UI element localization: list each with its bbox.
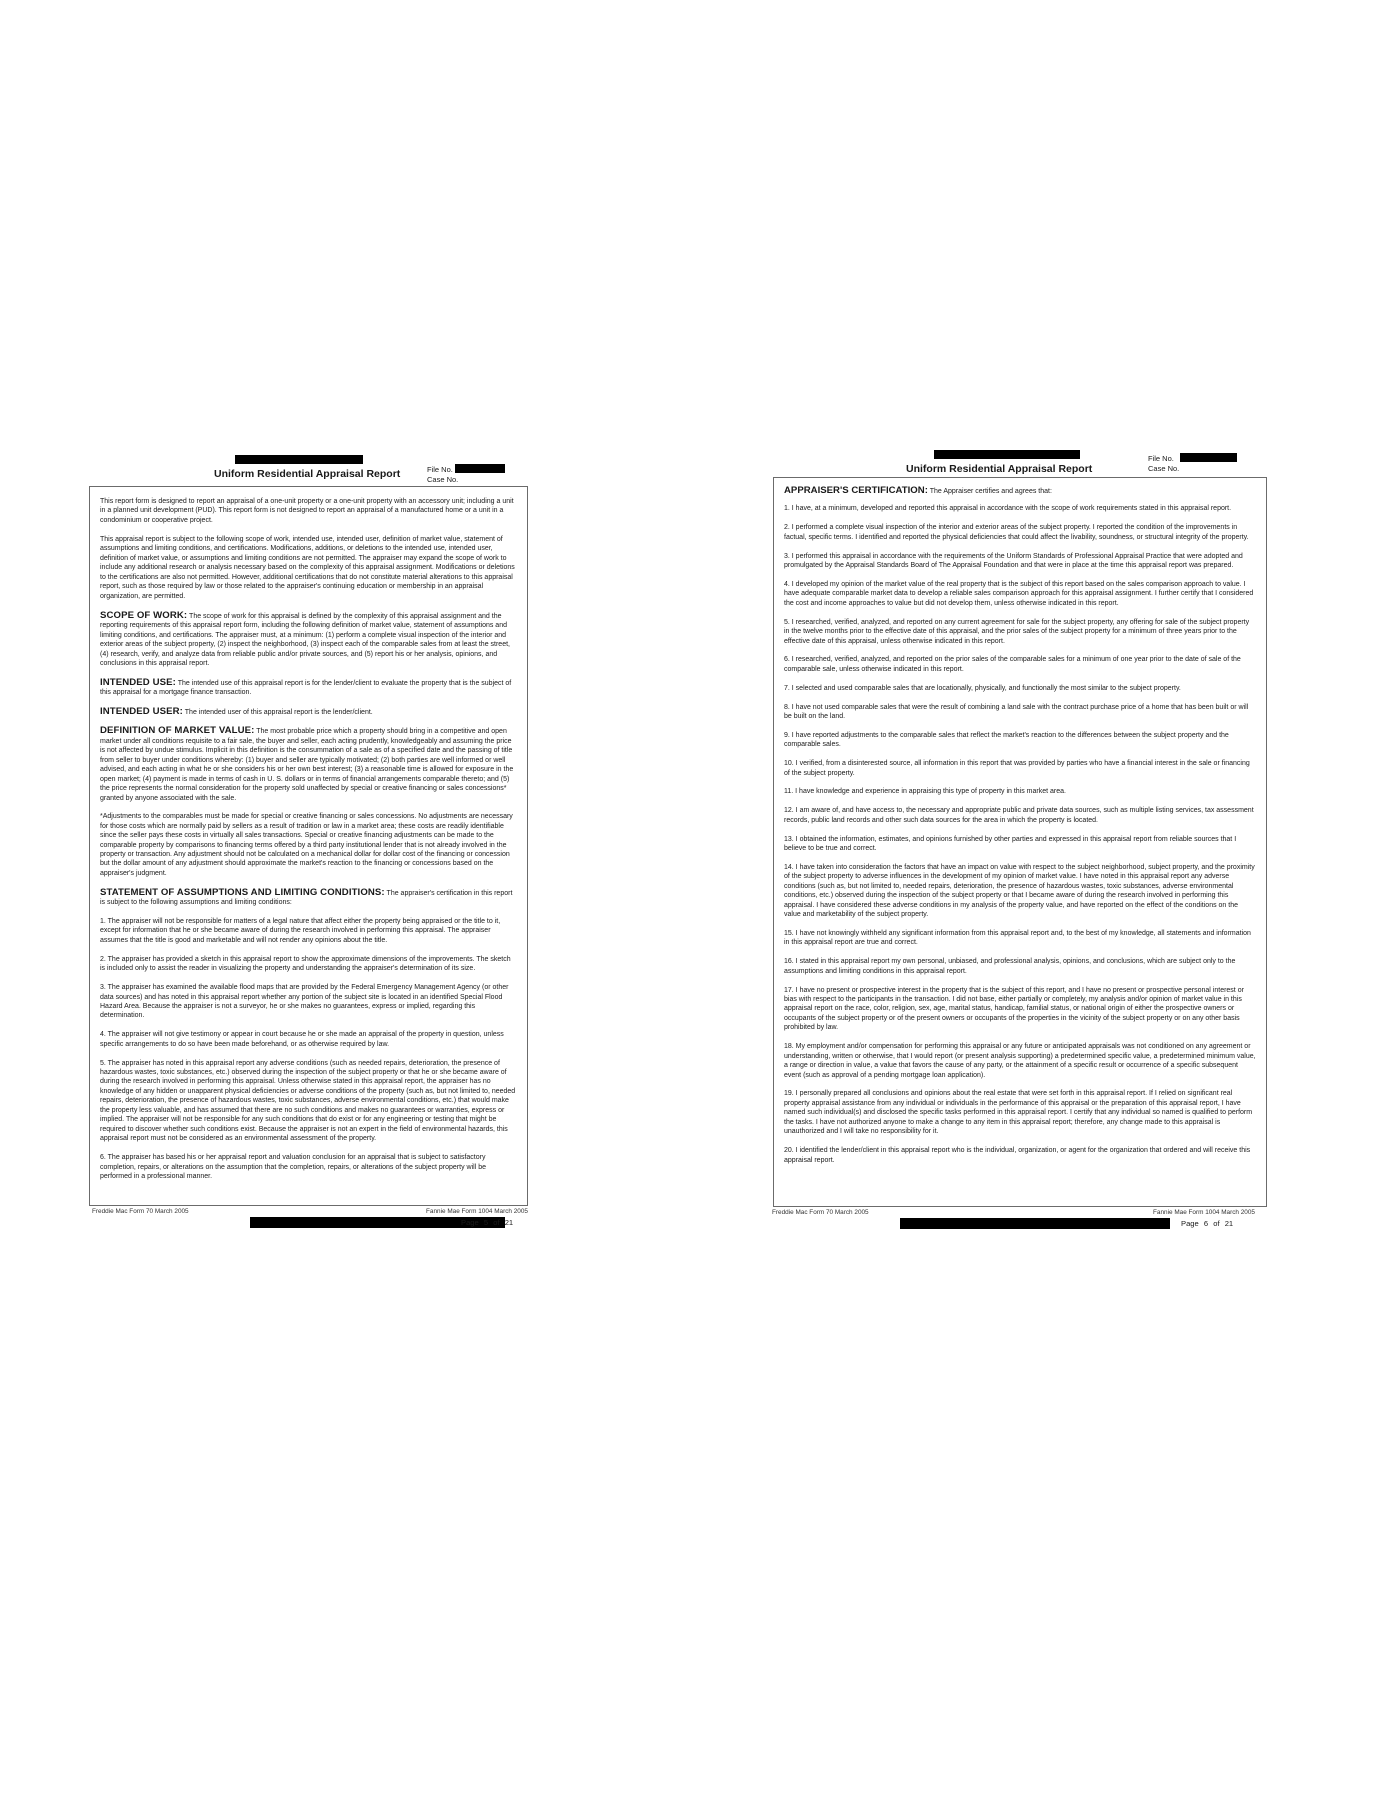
certification-item: 9. I have reported adjustments to the comparable sales that reflect the market's reaction to the differences between the subject property and the comparable sales. [784, 731, 1229, 749]
case-no-label: Case No. [427, 475, 459, 484]
page-total: 21 [504, 1218, 514, 1227]
intended-use-text: The intended use of this appraisal report is for the lender/client to evaluate the property that is the subject of this appraisal for a mortgage finance transaction. [100, 679, 512, 697]
scope-of-work-section [100, 611, 517, 669]
scope-of-work-text: The scope of work for this appraisal is defined by the complexity of this appraisal assignment and the reporting requirements of this appraisal report form, including the following definition of market value, statement of assumptions and limiting conditions, and certifications. The appraiser must, at a minimum: (1) perform a complete visual inspection of the interior and exterior areas of the subject property, (2) inspect the neighborhood, (3) inspect each of the comparable sales from at least the street, (4) research, verify, and analyze data from reliable public and/or private sources, and (5) report his or her analysis, opinions, and conclusions in this appraisal report. [100, 612, 510, 667]
page-current: 5 [483, 1218, 489, 1227]
certification-item: 14. I have taken into consideration the factors that have an impact on value with respect to the subject neighborhood, subject property, and the proximity of the subject property to adverse influences in the development of my opinion of market value. I have noted in this appraisal report any adverse conditions (such as, but not limited to, needed repairs, deterioration, the presence of hazardous wastes, toxic substances, adverse environmental conditions, etc.) observed during the inspection of the subject property or that I became aware of during the research involved in performing this appraisal. I have considered these adverse conditions in my analysis of the property value, and have reported on the effect of the conditions on the value and marketability of the subject property. [784, 863, 1255, 919]
certification-item: 13. I obtained the information, estimates, and opinions furnished by other parties and expressed in this appraisal report from reliable sources that I believe to be true and correct. [784, 835, 1237, 853]
assumptions-section [100, 888, 517, 908]
market-value-section [100, 726, 517, 803]
footer-fannie-mae: Fannie Mae Form 1004 March 2005 [426, 1208, 528, 1215]
file-no-label: File No. [427, 465, 453, 474]
redaction-bar-bottom [900, 1218, 1170, 1229]
page-number [1181, 1219, 1233, 1228]
intended-user-heading: INTENDED USER: [100, 705, 183, 717]
certification-item: 7. I selected and used comparable sales that are locationally, physically, and functionally the most similar to the subject property. [784, 684, 1181, 692]
assumptions-text: The appraiser's certification in this report is subject to the following assumptions and limiting conditions: [100, 889, 513, 907]
report-frame [773, 477, 1267, 1207]
page-current: 6 [1203, 1219, 1209, 1228]
form-title: Uniform Residential Appraisal Report [214, 468, 401, 480]
redaction-file-no [1180, 453, 1237, 462]
footer-fannie-mae: Fannie Mae Form 1004 March 2005 [1153, 1209, 1255, 1216]
form-title: Uniform Residential Appraisal Report [906, 463, 1093, 475]
file-no-label: File No. [1148, 454, 1174, 463]
certification-text: The Appraiser certifies and agrees that: [929, 488, 1052, 495]
certification-item: 20. I identified the lender/client in this appraisal report who is the individual, organization, or agent for the organization that ordered and will receive this appraisal report. [784, 1147, 1251, 1164]
condition-item: 2. The appraiser has provided a sketch in this appraisal report to show the approximate dimensions of the improvements. The sketch is included only to assist the reader in visualizing the property and understanding the appraiser's determination of its size. [100, 955, 511, 973]
page-total: 21 [1224, 1219, 1234, 1228]
page-number [461, 1218, 513, 1227]
condition-item: 3. The appraiser has examined the available flood maps that are provided by the Federal Emergency Management Agency (or other data sources) and has noted in this appraisal report whether any portion of the subject site is located in an identified Special Flood Hazard Area. Because the appraiser is not a surveyor, he or she makes no guarantees, express or implied, regarding this determination. [100, 984, 509, 1020]
certification-item: 17. I have no present or prospective interest in the property that is the subject of this report, and I have no present or prospective personal interest or bias with respect to the participants in the transaction. I did not base, either partially or completely, my analysis and/or opinion of market value in this appraisal report on the race, color, religion, sex, age, marital status, handicap, familial status, or national origin of either the prospective owners or occupants of the subject property or of the present owners or occupants of the properties in the vicinity of the subject property or on any other basis prohibited by law. [784, 986, 1244, 1032]
page-label: Page [1181, 1219, 1199, 1228]
certification-item: 11. I have knowledge and experience in appraising this type of property in this market area. [784, 788, 1066, 796]
certification-item: 10. I verified, from a disinterested source, all information in this report that was provided by parties who have a financial interest in the sale or financing of the subject property. [784, 760, 1250, 777]
intended-use-section [100, 678, 517, 698]
certification-item: 4. I developed my opinion of the market value of the real property that is the subject of this report based on the sales comparison approach to value. I have adequate comparable market data to develop a reliable sales comparison approach for this appraisal assignment. I further certify that I considered the cost and income approaches to value but did not develop them, unless otherwise indicated in this report. [784, 580, 1254, 607]
condition-item: 6. The appraiser has based his or her appraisal report and valuation conclusion for an appraisal that is subject to satisfactory completion, repairs, or alterations on the assumption that the completion, repairs, or alterations of the subject property will be performed in a professional manner. [100, 1154, 486, 1180]
intro-paragraph-1: This report form is designed to report an appraisal of a one-unit property or a one-unit property with an accessory unit; including a unit in a planned unit development (PUD). This report form is not designed to report an appraisal of a manufactured home or a unit in a condominium or cooperative project. [100, 498, 514, 524]
certification-item: 16. I stated in this appraisal report my own personal, unbiased, and professional analysis, opinions, and conclusions, which are subject only to the assumptions and limiting conditions in this appraisal report. [784, 958, 1236, 975]
intended-user-section [100, 707, 517, 717]
intended-user-text: The intended user of this appraisal report is the lender/client. [184, 708, 373, 716]
intended-use-heading: INTENDED USE: [100, 676, 176, 688]
case-no-label: Case No. [1148, 464, 1180, 473]
assumptions-heading: STATEMENT OF ASSUMPTIONS AND LIMITING CONDITIONS: [100, 886, 385, 898]
page-of-label: of [493, 1218, 500, 1227]
condition-item: 5. The appraiser has noted in this appraisal report any adverse conditions (such as needed repairs, deterioration, the presence of hazardous wastes, toxic substances, etc.) observed during the inspection of the subject property or that he or she became aware of during the research involved in performing this appraisal. Unless otherwise stated in this appraisal report, the appraiser has no knowledge of any hidden or unapparent physical deficiencies or adverse conditions of the property (such as, but not limited to, needed repairs, deterioration, the presence of hazardous wastes, toxic substances, adverse environmental conditions, etc.) that would make the property less valuable, and has assumed that there are no such conditions and makes no guarantees or warranties, express or implied. The appraiser will not be responsible for any such conditions that do exist or for any engineering or testing that might be required to discover whether such conditions exist. Because the appraiser is not an expert in the field of environmental hazards, this appraisal report must not be considered as an environmental assessment of the property. [100, 1059, 516, 1143]
redaction-file-no [455, 464, 505, 473]
certification-item: 3. I performed this appraisal in accordance with the requirements of the Uniform Standards of Professional Appraisal Practice that were adopted and promulgated by the Appraisal Standards Board of The Appraisal Foundation and that were in place at the time this appraisal report was prepared. [784, 552, 1243, 570]
page-of-label: of [1213, 1219, 1220, 1228]
certification-item: 12. I am aware of, and have access to, the necessary and appropriate public and private data sources, such as multiple listing services, tax assessment records, public land records and other such data sources for the area in which the property is located. [784, 807, 1254, 824]
file-info [427, 465, 458, 485]
redaction-bar-top [934, 450, 1080, 459]
certification-item: 8. I have not used comparable sales that were the result of combining a land sale with the contract purchase price of a home that has been built or will be built on the land. [784, 703, 1249, 720]
condition-item: 4. The appraiser will not give testimony or appear in court because he or she made an appraisal of the property in question, unless specific arrangements to do so have been made beforehand, or as otherwise required by law. [100, 1031, 504, 1048]
certification-item: 1. I have, at a minimum, developed and reported this appraisal in accordance with the scope of work requirements stated in this appraisal report. [784, 505, 1232, 513]
certification-heading: APPRAISER'S CERTIFICATION: [784, 485, 928, 496]
intro-paragraph-2: This appraisal report is subject to the following scope of work, intended use, intended user, definition of market value, statement of assumptions and limiting conditions, and certifications. Modifications, additions, or deletions to the intended use, intended user, definition of market value, or assumptions and limiting conditions are not permitted. The appraiser may expand the scope of work to include any additional research or analysis necessary based on the complexity of this appraisal assignment. Modifications or deletions to the certifications are also not permitted. However, additional certifications that do not constitute material alterations to this appraisal report, such as those required by law or those related to the appraiser's continuing education or membership in an appraisal organization, are permitted. [100, 535, 515, 600]
file-info [1148, 454, 1179, 474]
redaction-bar-top [235, 455, 363, 464]
report-frame [89, 486, 528, 1206]
adjustments-note: *Adjustments to the comparables must be made for special or creative financing or sales concessions. No adjustments are necessary for those costs which are normally paid by sellers as a result of tradition or law in a market area; these costs are readily identifiable since the seller pays these costs in virtually all sales transactions. Special or creative financing adjustments can be made to the comparable property by comparisons to financing terms offered by a third party institutional lender that is not already involved in the property or transaction. Any adjustment should not be calculated on a mechanical dollar for dollar cost of the financing or concession but the dollar amount of any adjustment should approximate the market's reaction to the financing or concessions based on the appraiser's judgment. [100, 813, 513, 877]
footer-freddie-mac: Freddie Mac Form 70 March 2005 [772, 1209, 869, 1216]
certification-item: 5. I researched, verified, analyzed, and reported on any current agreement for sale for the subject property, any offering for sale of the subject property in the twelve months prior to the effective date of this appraisal, and the prior sales of the subject property for a minimum of three years prior to the effective date of this appraisal, unless otherwise indicated in this report. [784, 618, 1250, 645]
market-value-heading: DEFINITION OF MARKET VALUE: [100, 725, 255, 737]
certification-item: 2. I performed a complete visual inspection of the interior and exterior areas of the subject property. I reported the condition of the improvements in factual, specific terms. I identified and reported the physical deficiencies that could affect the livability, soundness, or structural integrity of the property. [784, 524, 1249, 541]
certification-section [784, 486, 1256, 496]
footer-freddie-mac: Freddie Mac Form 70 March 2005 [92, 1208, 189, 1215]
certification-item: 19. I personally prepared all conclusions and opinions about the real estate that were set forth in this appraisal report. If I relied on significant real property appraisal assistance from any individual or individuals in the performance of this appraisal or the preparation of this appraisal report, I have named such individual(s) and disclosed the specific tasks performed in this appraisal report. I certify that any individual so named is qualified to perform the tasks. I have not authorized anyone to make a change to any item in this appraisal report; therefore, any change made to this appraisal is unauthorized and I will take no responsibility for it. [784, 1090, 1253, 1136]
scope-of-work-heading: SCOPE OF WORK: [100, 609, 188, 621]
condition-item: 1. The appraiser will not be responsible for matters of a legal nature that affect either the property being appraised or the title to it, except for information that he or she became aware of during the research involved in performing this appraisal. The appraiser assumes that the title is good and marketable and will not render any opinions about the title. [100, 918, 501, 944]
market-value-text: The most probable price which a property should bring in a competitive and open market under all conditions requisite to a fair sale, the buyer and seller, each acting prudently, knowledgeably and assuming the price is not affected by undue stimulus. Implicit in this definition is the consummation of a sale as of a specified date and the passing of title from seller to buyer under conditions whereby: (1) buyer and seller are typically motivated; (2) both parties are well informed or well advised, and each acting in what he or she considers his or her own best interest; (3) a reasonable time is allowed for exposure in the open market; (4) payment is made in terms of cash in U. S. dollars or in terms of financial arrangements comparable thereto; and (5) the price represents the normal consideration for the property sold unaffected by special or creative financing or sales concessions* granted by anyone associated with the sale. [100, 728, 514, 802]
certification-item: 6. I researched, verified, analyzed, and reported on the prior sales of the comparable sales for a minimum of one year prior to the date of sale of the comparable sale, unless otherwise indicated in this report. [784, 656, 1241, 673]
page-label: Page [461, 1218, 479, 1227]
certification-item: 18. My employment and/or compensation for performing this appraisal or any future or anticipated appraisals was not conditioned on any agreement or understanding, written or otherwise, that I would report (or present analysis supporting) a predetermined specific value, a predetermined minimum value, a range or direction in value, a value that favors the cause of any party, or the attainment of a specific result or occurrence of a specific subsequent event (such as approval of a pending mortgage loan application). [784, 1043, 1256, 1079]
certification-item: 15. I have not knowingly withheld any significant information from this appraisal report and, to the best of my knowledge, all statements and information in this appraisal report are true and correct. [784, 929, 1251, 947]
